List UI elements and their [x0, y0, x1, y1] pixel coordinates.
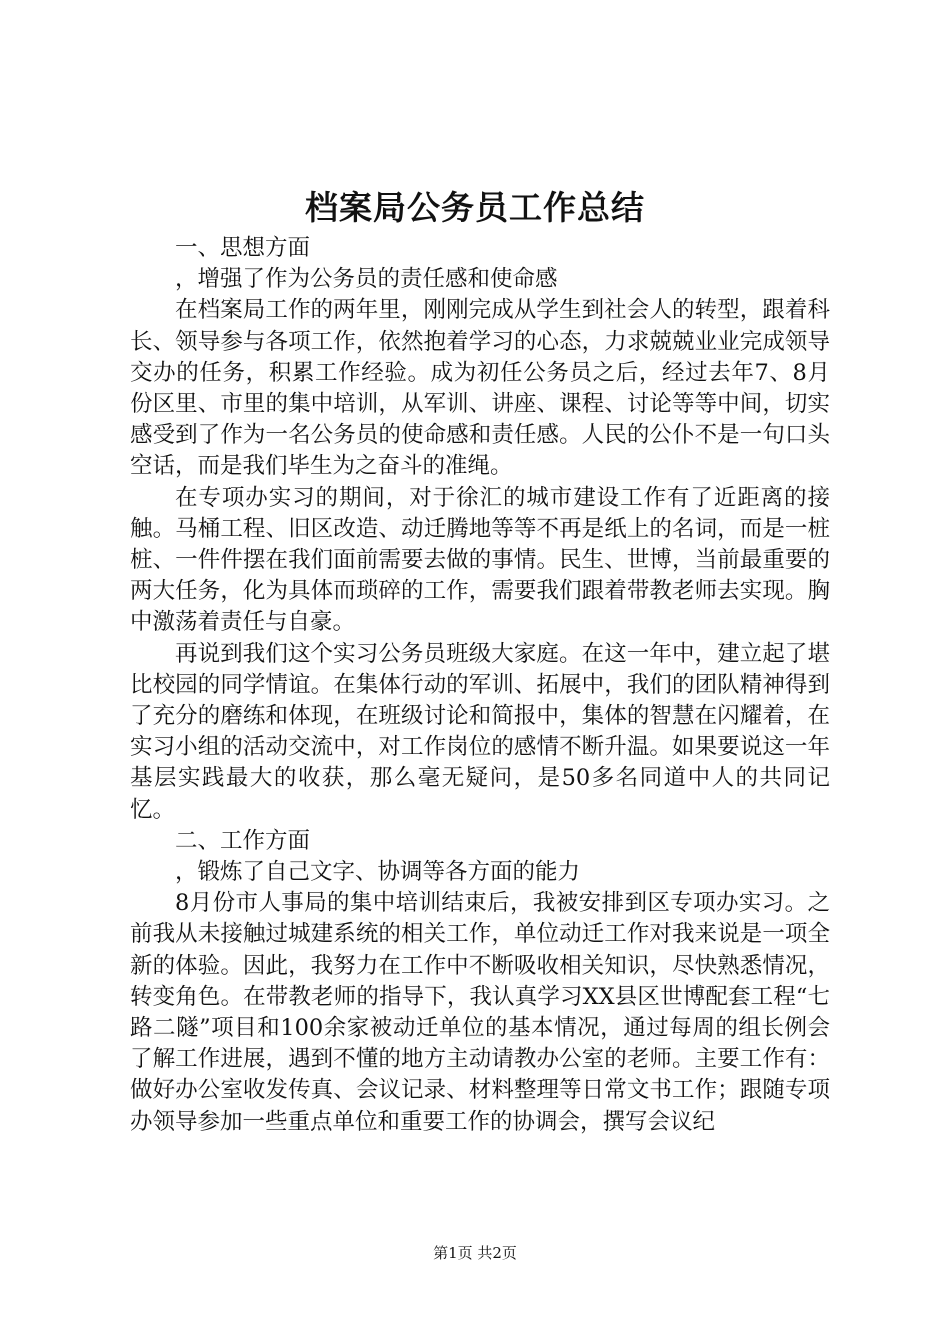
- subheading-abilities: ，锻炼了自己文字、协调等各方面的能力: [175, 859, 581, 886]
- paragraph: 8月份市人事局的集中培训结束后，我被安排到区专项办实习。之前我从未接触过城建系统的相关工作，单位动迁工作对我来说是一项全新的体验。因此，我努力在工作中不断吸收相关知识，尽快熟悉情况，转变角色。在带教老师的指导下，我认真学习XX县区世博配套工程“七路二隧”项目和100余家被动迁单位的基本情况，通过每周的组长例会了解工作进展，遇到不懂的地方主动请教办公室的老师。主要工作有：做好办公室收发传真、会议记录、材料整理等日常文书工作；跟随专项办领导参加一些重点单位和重要工作的协调会，撰写会议纪: [130, 890, 830, 1135]
- document-body: [130, 233, 830, 1138]
- paragraph: 再说到我们这个实习公务员班级大家庭。在这一年中，建立起了堪比校园的同学情谊。在集体行动的军训、拓展中，我们的团队精神得到了充分的磨练和体现，在班级讨论和简报中，集体的智慧在闪耀着，在实习小组的活动交流中，对工作岗位的感情不断升温。如果要说这一年基层实践最大的收获，那么毫无疑问，是50多名同道中人的共同记忆。: [130, 640, 830, 823]
- paragraph: 在档案局工作的两年里，刚刚完成从学生到社会人的转型，跟着科长、领导参与各项工作，依然抱着学习的心态，力求兢兢业业完成领导交办的任务，积累工作经验。成为初任公务员之后，经过去年7、8月份区里、市里的集中培训，从军训、讲座、课程、讨论等等中间，切实感受到了作为一名公务员的使命感和责任感。人民的公仆不是一句口头空话，而是我们毕生为之奋斗的准绳。: [130, 297, 830, 480]
- page-footer: 第1页 共2页: [433, 1244, 517, 1262]
- paragraph: 在专项办实习的期间，对于徐汇的城市建设工作有了近距离的接触。马桶工程、旧区改造、动迁腾地等等不再是纸上的名词，而是一桩桩、一件件摆在我们面前需要去做的事情。民生、世博，当前最重要的两大任务，化为具体而琐碎的工作，需要我们跟着带教老师去实现。胸中激荡着责任与自豪。: [130, 484, 830, 636]
- subheading-responsibility: ，增强了作为公务员的责任感和使命感: [175, 266, 558, 293]
- document-title: 档案局公务员工作总结: [305, 188, 645, 227]
- section-heading-thought: 一、思想方面: [175, 235, 311, 261]
- section-heading-work: 二、工作方面: [175, 827, 311, 854]
